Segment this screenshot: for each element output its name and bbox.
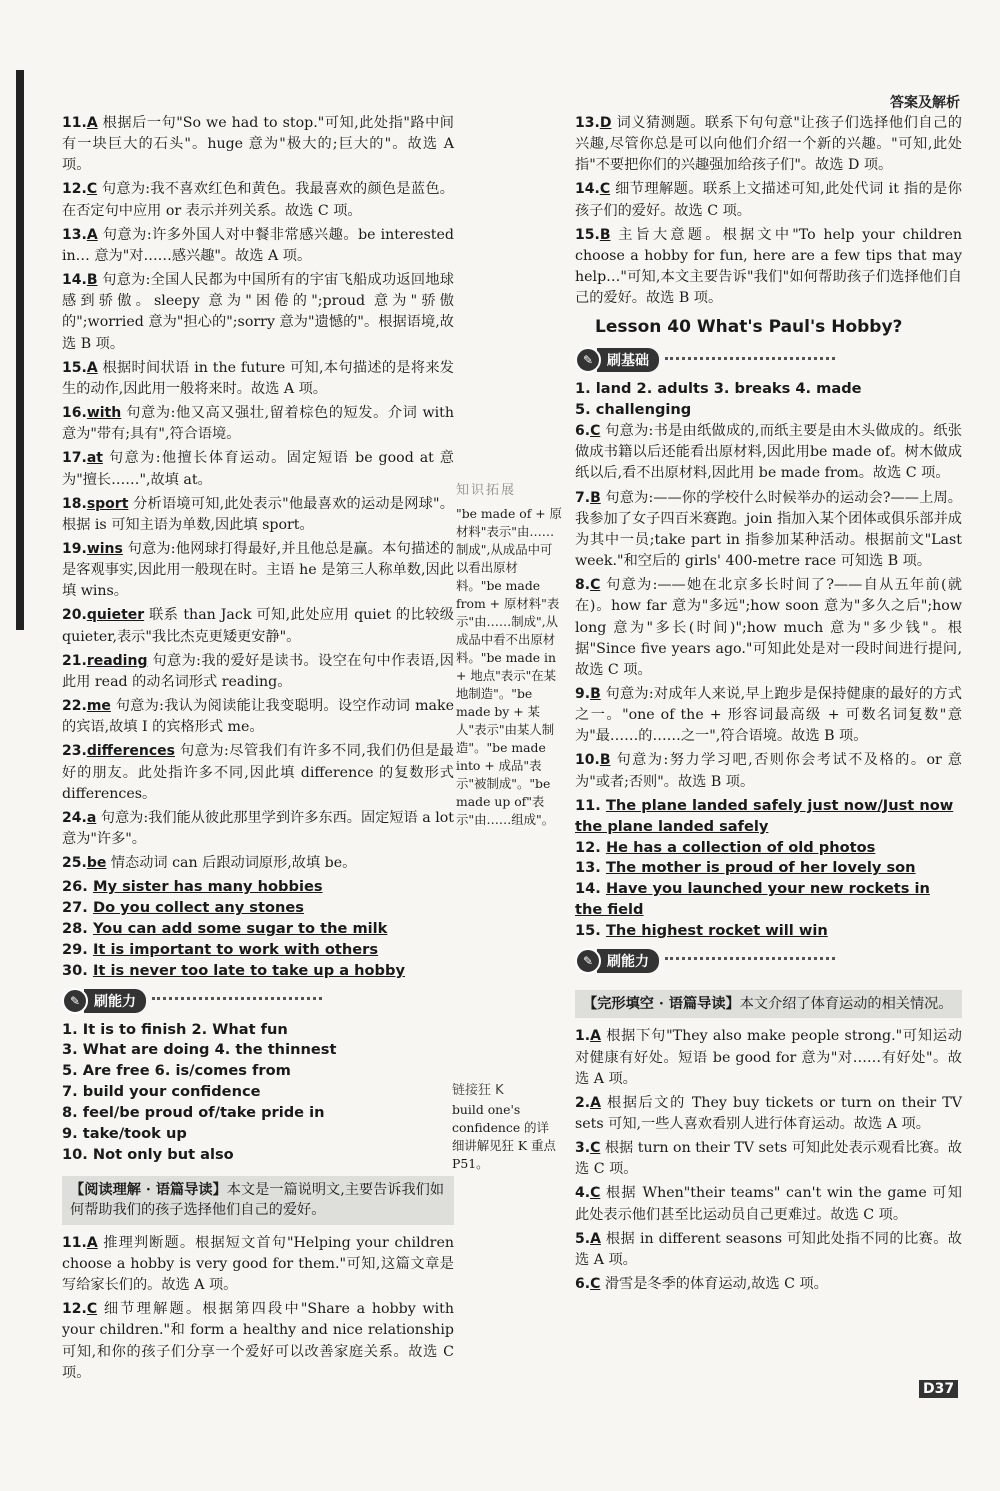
item-explanation: 推理判断题。根据短文首句"Helping your children choose a hobby is very good for them."可知,这篇文章是写给家长们的。故选 A 项。 [62,1234,454,1294]
item-explanation: 句意为:——你的学校什么时候举办的运动会?——上周。我参加了女子四百米赛跑。join 指加入某个团体或俱乐部并成为其中一员;take part in 指参加某种活动。根据前文"Last week."和空后的 girls' 400-metre race 可知选 B 项。 [575,489,962,570]
item-number: 15. [62,359,87,376]
sentence-answer [575,879,962,921]
item-number: 5. [575,1230,591,1247]
item-explanation: 句意为:全国人民都为中国所有的宇宙飞船成功返回地球感到骄傲。sleepy 意为"困倦的";proud 意为"骄傲的";worried 意为"担心的";sorry 意为"遗憾的"。根据语境,故选 B 项。 [62,272,454,352]
item-number: 10. [575,752,600,769]
item-answer: C [590,577,601,594]
answer-item [62,605,454,647]
item-number: 18. [62,495,87,512]
item-answer: quieter [86,607,145,624]
sentence-text: It is important to work with others [92,940,379,958]
knowledge-side-note [456,482,562,829]
item-number: 14. [575,181,600,198]
answer-item [62,403,454,445]
side-note-text: "be made of + 原材料"表示"由……制成",从成品中可以看出原材料。"be made from + 原材料"表示"由……制成",从成品中看不出原材料。"be made in + 地点"表示"在某地制造"。"be made by + 某人"表示"由某人制造"。"be made into + 成品"表示"被制成"。"be made up of"表示"由……组成"。 [456,505,562,827]
link-note-text: build one's confidence 的详细讲解见狂 K 重点 P51。 [452,1101,556,1171]
fill-answer-line: 1. land 2. adults 3. breaks 4. made [575,380,862,398]
answer-item [575,488,962,573]
item-explanation: 主旨大意题。根据文中"To help your children choose a hobby for fun, here are a few tips that may help…"可知,本文主要告诉"我们"如何帮助孩子们选择他们自己的爱好。故选 B 项。 [575,226,962,307]
item-number: 25. [62,855,87,872]
item-number: 23. [62,743,87,760]
item-answer: A [590,1094,601,1111]
fill-answer-line: 9. take/took up [62,1124,187,1142]
answer-item [62,494,454,536]
item-number: 11. [62,1234,87,1251]
sentence-text: My sister has many hobbies [92,878,323,896]
sentence-text: You can add some sugar to the milk [92,920,388,938]
cloze-guide-tag: 【完形填空 · 语篇导读】 [583,995,740,1012]
sentence-text: He has a collection of old photos [605,838,876,856]
item-number: 3. [575,1140,591,1157]
answer-item [575,1183,962,1225]
sentence-answer [575,838,962,859]
item-explanation: 根据后文的 They buy tickets or turn on their TV sets 可知,一些人喜欢看别人进行体育运动。故选 A 项。 [575,1094,962,1133]
item-answer: differences [86,743,175,760]
item-answer: B [590,686,601,702]
answer-item [575,575,962,681]
reading-guide-tag: 【阅读理解 · 语篇导读】 [70,1181,227,1198]
item-number: 14. [62,272,87,289]
item-answer: A [590,1230,601,1247]
badge-label: 刷能力 [597,949,659,973]
item-answer: D [599,115,612,131]
item-number: 26. [62,878,88,896]
item-number: 15. [575,921,601,939]
item-number: 12. [62,181,87,198]
sentence-answer [62,919,454,940]
link-side-note [452,1082,560,1173]
item-explanation: 句意为:——她在北京多长时间了?——自从五年前(就在)。how far 意为"多远";how soon 意为"多久之后";how long 意为"多长(时间)";how much 意为"多少钱"。根据"Since five years ago."可知此处是对一段时间进行提问,故选 C 项。 [575,577,962,678]
answer-item [575,1274,962,1295]
item-number: 8. [575,577,591,594]
item-answer: A [86,359,98,376]
fill-answer-line: 5. Are free 6. is/comes from [62,1062,291,1080]
book-icon: ✎ [575,948,601,974]
dotted-divider [665,357,835,360]
item-explanation: 情态动词 can 后跟动词原形,故填 be。 [106,855,357,872]
answer-item [62,225,454,267]
item-number: 13. [575,859,601,877]
right-column [575,113,962,1298]
badge-label: 刷能力 [84,989,146,1013]
section-badge-nengli-right [575,948,835,974]
item-explanation: 细节理解题。根据第四段中"Share a hobby with your children."和 form a healthy and nice relationship 可知,和你的孩子们分享一个爱好可以改善家庭关系。故选 C 项。 [62,1301,454,1381]
answer-item [62,539,454,602]
item-answer: sport [86,495,129,512]
answer-item [575,421,962,484]
right-sentence-list [575,796,962,942]
item-answer: a [86,809,97,826]
answer-item [62,358,454,400]
dotted-divider [152,997,322,1000]
cloze-answer-list [575,1026,962,1295]
item-explanation: 句意为:许多外国人对中餐非常感兴趣。be interested in… 意为"对……感兴趣"。故选 A 项。 [62,226,454,264]
item-explanation: 句意为:书是由纸做成的,而纸主要是由木头做成的。纸张做成书籍以后还能看出原材料,因此用be made of。树木做成纸以后,看不出原材料,因此用 be made from。故选 C 项。 [575,423,962,482]
answer-item [62,696,454,738]
answer-item [575,225,962,310]
sentence-answer [575,921,962,942]
item-explanation: 根据后一句"So we had to stop."可知,此处指"路中间有一块巨大的石头"。huge 意为"极大的;巨大的"。故选 A 项。 [62,115,454,174]
jichu-fill-list [575,379,962,421]
left-column [62,113,454,1387]
item-number: 11. [62,115,87,131]
sentence-text: The plane landed safely just now/Just now the plane landed safely [575,796,954,835]
item-number: 17. [62,450,87,467]
item-answer: C [590,423,601,440]
answer-item [62,808,454,850]
answer-item [62,1299,454,1384]
item-number: 19. [62,540,87,557]
item-answer: at [86,450,103,467]
item-number: 6. [575,423,591,440]
answer-item [575,1026,962,1089]
item-number: 20. [62,607,87,624]
item-explanation: 联系 than Jack 可知,此处应用 quiet 的比较级 quieter,表示"我比杰克更矮更安静"。 [62,607,454,645]
answer-item [575,1138,962,1180]
right-answer-list [575,421,962,793]
answer-item [62,179,454,221]
item-answer: C [590,1185,601,1202]
item-number: 2. [575,1094,591,1111]
item-explanation: 句意为:我的爱好是读书。设空在句中作表语,因此用 read 的动名词形式 reading。 [62,652,454,690]
item-explanation: 句意为:他又高又强壮,留着棕色的短发。介词 with 意为"带有;具有",符合语境。 [62,405,454,443]
right-top-answer-list [575,113,962,309]
item-number: 4. [575,1185,591,1202]
item-number: 12. [575,838,601,856]
item-number: 12. [62,1301,87,1318]
sentence-text: The highest rocket will win [605,921,828,939]
answer-item [62,741,454,804]
sentence-text: It is never too late to take up a hobby [92,961,405,979]
item-explanation: 根据时间状语 in the future 可知,本句描述的是将来发生的动作,因此用一般将来时。故选 A 项。 [62,359,454,397]
fill-answer-line: 8. feel/be proud of/take pride in [62,1104,325,1122]
page-spine-bar [16,70,24,630]
item-number: 1. [575,1028,591,1045]
item-explanation: 句意为:努力学习吧,否则你会考试不及格的。or 意为"或者;否则"。故选 B 项。 [575,752,962,790]
item-explanation: 句意为:我们能从彼此那里学到许多东西。固定短语 a lot 意为"许多"。 [62,809,454,847]
item-number: 29. [62,940,88,958]
item-explanation: 分析语境可知,此处表示"他最喜欢的运动是网球"。根据 is 可知主语为单数,因此填 sport。 [62,495,454,533]
item-answer: A [86,1234,98,1251]
sentence-answer [62,961,454,982]
fill-answer-line: 1. It is to finish 2. What fun [62,1020,288,1038]
item-answer: B [86,272,98,289]
item-answer: B [599,752,611,769]
answer-item [575,1229,962,1271]
fill-answer-line: 10. Not only but also [62,1145,234,1163]
item-answer: B [590,489,601,506]
sentence-text: The mother is proud of her lovely son [605,859,916,877]
answer-item [62,113,454,176]
fill-answer-line: 7. build your confidence [62,1083,261,1101]
side-note-head: 知识拓展 [456,483,517,498]
item-number: 27. [62,899,88,917]
item-answer: with [86,405,122,422]
fill-answer-line: 3. What are doing 4. the thinnest [62,1041,337,1059]
item-explanation: 句意为:尽管我们有许多不同,我们仍但是最好的朋友。此处指许多不同,因此填 difference 的复数形式 differences。 [62,743,454,802]
sentence-answer [575,858,962,879]
sentence-text: Do you collect any stones [92,899,304,917]
lesson-title: Lesson 40 What's Paul's Hobby? [595,317,903,338]
item-number: 6. [575,1276,591,1293]
item-explanation: 句意为:他擅长体育运动。固定短语 be good at 意为"擅长……",故填 at。 [62,450,454,488]
item-answer: A [590,1028,601,1045]
book-icon: ✎ [575,347,601,373]
item-number: 16. [62,405,87,422]
answer-item [62,270,454,355]
page-header: 答案及解析 [890,95,960,111]
item-explanation: 根据 turn on their TV sets 可知此处表示观看比赛。故选 C 项。 [575,1140,962,1178]
item-answer: reading [86,652,148,669]
item-explanation: 滑雪是冬季的体育运动,故选 C 项。 [600,1276,828,1293]
item-answer: C [86,181,98,198]
item-explanation: 句意为:我认为阅读能让我变聪明。设空作动词 make 的宾语,故填 I 的宾格形式 me。 [62,698,454,736]
item-number: 24. [62,809,87,826]
item-answer: C [590,1140,601,1157]
fill-answer-line: 5. challenging [575,401,692,419]
answer-item [575,179,962,221]
answer-item [62,1233,454,1296]
answer-item [62,448,454,490]
sentence-text: Have you launched your new rockets in the field [575,880,930,919]
item-answer: be [86,855,107,872]
left-answer-list [62,113,454,874]
item-explanation: 词义猜测题。联系下句句意"让孩子们选择他们自己的兴趣,尽管你总是可以向他们介绍一个新的兴趣。"可知,此处指"不要把你们的兴趣强加给孩子们"。故选 D 项。 [575,115,962,174]
item-number: 11. [575,796,601,814]
answer-item [62,853,454,874]
sentence-answer [62,940,454,961]
answer-item [575,684,962,747]
item-answer: me [86,698,111,715]
item-answer: A [86,226,98,243]
book-icon: ✎ [62,988,88,1014]
item-number: 30. [62,961,88,979]
section-badge-jichu [575,347,835,373]
answer-item [575,750,962,792]
answer-item [575,1093,962,1135]
item-explanation: 句意为:对成年人来说,早上跑步是保持健康的最好的方式之一。"one of the + 形容词最高级 + 可数名词复数"意为"最……的……之一",符合语境。故选 B 项。 [575,686,962,745]
badge-label: 刷基础 [597,348,659,372]
item-number: 22. [62,698,87,715]
item-explanation: 根据 in different seasons 可知此处指不同的比赛。故选 A 项。 [575,1230,962,1268]
item-explanation: 根据下句"They also make people strong."可知运动对健康有好处。短语 be good for 意为"对……有好处"。故选 A 项。 [575,1028,962,1087]
sentence-answer [62,877,454,898]
item-number: 21. [62,652,87,669]
sentence-answer [62,898,454,919]
nengli-fill-list [62,1020,454,1166]
item-number: 28. [62,920,88,938]
item-number: 14. [575,880,601,898]
left-sentence-list [62,877,454,981]
item-explanation: 根据 When"their teams" can't win the game 可知此处表示他们甚至比运动员自己更难过。故选 C 项。 [575,1185,962,1223]
item-answer: C [590,1276,601,1293]
answer-item [62,651,454,693]
item-answer: A [86,115,98,131]
reading-answer-list [62,1233,454,1384]
cloze-guide-text: 本文介绍了体育运动的相关情况。 [739,995,953,1012]
item-answer: C [599,181,611,198]
item-number: 13. [62,226,87,243]
reading-guide-box [62,1176,454,1225]
sentence-answer [575,796,962,838]
dotted-divider [665,957,835,960]
section-badge-nengli [62,988,322,1014]
item-explanation: 句意为:我不喜欢红色和黄色。我最喜欢的颜色是蓝色。在否定句中应用 or 表示并列关系。故选 C 项。 [62,181,454,219]
item-number: 13. [575,115,600,131]
item-answer: C [86,1301,98,1318]
link-note-head: 链接狂 K [452,1083,504,1098]
reading-guide-text: 本文是一篇说明文,主要告诉我们如何帮助我们的孩子选择他们自己的爱好。 [70,1181,445,1219]
item-explanation: 句意为:他网球打得最好,并且他总是赢。本句描述的是客观事实,因此用一般现在时。主语 he 是第三人称单数,因此填 wins。 [62,540,454,600]
answer-item [575,113,962,176]
item-answer: B [599,226,611,243]
cloze-guide-box [575,990,962,1019]
item-answer: wins [86,540,123,557]
item-number: 15. [575,226,600,243]
item-number: 7. [575,489,591,506]
item-number: 9. [575,686,591,702]
page-number: D37 [919,1380,958,1398]
item-explanation: 细节理解题。联系上文描述可知,此处代词 it 指的是你孩子们的爱好。故选 C 项。 [575,181,962,219]
